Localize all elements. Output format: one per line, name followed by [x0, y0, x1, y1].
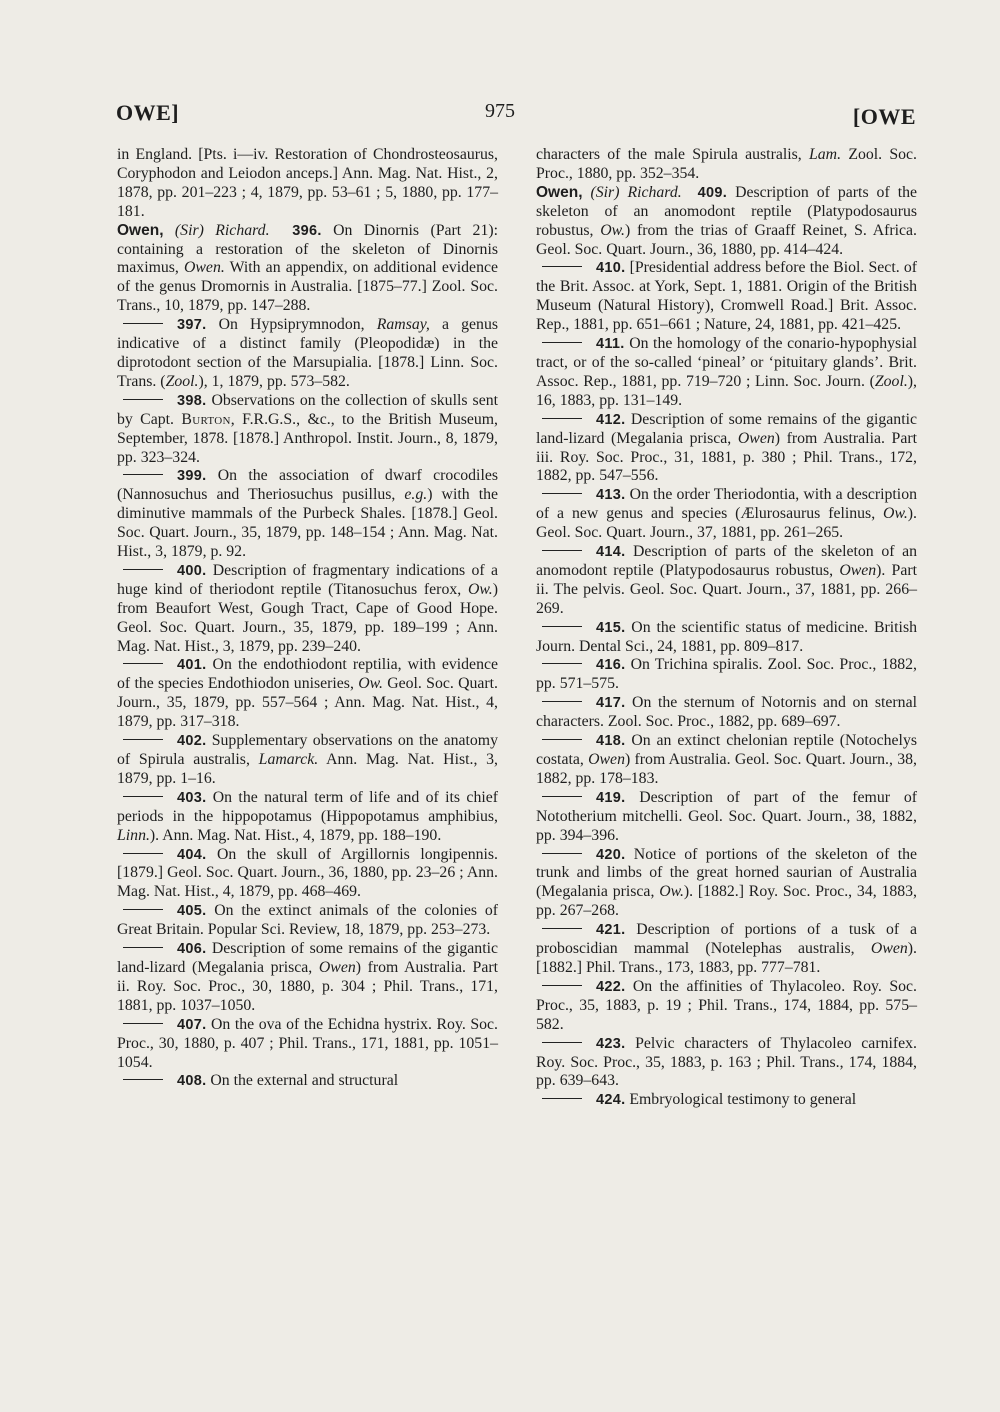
entry-405: 405. On the extinct animals of the colonies of Great Britain. Popular Sci. Review, 18, 1879, pp. 253–273. — [117, 902, 498, 939]
entry-number: 396. — [292, 222, 322, 239]
entry-398: 398. Observations on the collection of skulls sent by Capt. Burton, F.R.G.S., &c., to the British Museum, September, 1878. [1878.] Anthropol. Instit. Journ., 8, 1879, pp. 323–324. — [117, 391, 499, 466]
entry-409: Owen, (Sir) Richard. 409. Description of parts of the skeleton of an anomodont reptile (Platypodosaurus robustus, Ow.) from the trias of Graaff Reinet, S. Africa. Geol. Soc. Quart. Journ., 36, 1880, pp. 414–424. — [536, 183, 918, 258]
entry-continuation: characters of the male Spirula australis, Lam. Zool. Soc. Proc., 1880, pp. 352–354. — [536, 146, 918, 182]
entry-397: 397. On Hypsiprymnodon, Ramsay, a genus indicative of a distinct family (Pleopodidæ) in the diprotodont section of the Marsupialia. [1878.] Linn. Soc. Trans. (Zool.), 1, 1879, pp. 573–582. — [117, 316, 499, 390]
entry-406: 406. Description of some remains of the gigantic land-lizard (Megalania prisca, Owen) from Australia. Part ii. Roy. Soc. Proc., 30, 1880, p. 304 ; Phil. Trans., 171, 1881, pp. 1037–1050. — [117, 940, 498, 1014]
left-column — [117, 146, 498, 1091]
header-right: [OWE — [852, 104, 916, 129]
entry-416: 416. On Trichina spiralis. Zool. Soc. Proc., 1882, pp. 571–575. — [536, 656, 917, 693]
entry-411: 411. On the homology of the conario-hypophysial tract, or of the so-called ‘pineal’ or ‘pituitary glands’. Brit. Assoc. Rep., 1881, pp. 719–720 ; Linn. Soc. Journ. (Zool.), 16, 1883, pp. 131–149. — [536, 335, 917, 409]
entry-403: 403. On the natural term of life and of its chief periods in the hippopotamus (Hippopotamus amphibius, Linn.). Ann. Mag. Nat. Hist., 4, 1879, pp. 188–190. — [117, 788, 498, 844]
entry-418: 418. On an extinct chelonian reptile (Notochelys costata, Owen) from Australia. Geol. Soc. Quart. Journ., 38, 1882, pp. 178–183. — [536, 732, 917, 787]
running-header — [0, 100, 1000, 140]
author-name: Owen, — [117, 221, 164, 239]
entry-399: 399. On the association of dwarf crocodiles (Nannosuchus and Theriosuchus pusillus, e.g.) with the diminutive mammals of the Purbeck Shales. [1878.] Geol. Soc. Quart. Journ., 35, 1879, pp. 148–154 ; Ann. Mag. Nat. Hist., 3, 1879, p. 92. — [117, 467, 499, 561]
right-column — [536, 146, 917, 1110]
entry-420: 420. Notice of portions of the skeleton of the trunk and limbs of the great horned saurian of Australia (Megalania prisca, Ow.). [1882.] Roy. Soc. Proc., 34, 1883, pp. 267–268. — [536, 845, 917, 920]
entry-396: Owen, (Sir) Richard. 396. On Dinornis (Part 21): containing a restoration of the skeleton of Dinornis maximus, Owen. With an appendix, on additional evidence of the genus Dromornis in Australia. [1875–77.] Zool. Soc. Trans., 10, 1879, pp. 147–288. — [117, 221, 498, 315]
entry-423: 423. Pelvic characters of Thylacoleo carnifex. Roy. Soc. Proc., 35, 1883, p. 163 ; Phil. Trans., 174, 1884, pp. 639–643. — [536, 1034, 917, 1090]
entry-419: 419. Description of part of the femur of Nototherium mitchelli. Geol. Soc. Quart. Journ., 38, 1882, pp. 394–396. — [536, 788, 917, 844]
entry-422: 422. On the affinities of Thylacoleo. Roy. Soc. Proc., 35, 1883, p. 19 ; Phil. Trans., 174, 1884, pp. 575–582. — [536, 977, 917, 1033]
entry-407: 407. On the ova of the Echidna hystrix. Roy. Soc. Proc., 30, 1880, p. 407 ; Phil. Trans., 171, 1881, pp. 1051–1054. — [117, 1015, 498, 1071]
entry-404: 404. On the skull of Argillornis longipennis. [1879.] Geol. Soc. Quart. Journ., 36, 1880, pp. 23–26 ; Ann. Mag. Nat. Hist., 4, 1879, pp. 468–469. — [117, 845, 498, 901]
entry-413: 413. On the order Theriodontia, with a description of a new genus and species (Ælurosaurus felinus, Ow.). Geol. Soc. Quart. Journ., 37, 1881, pp. 261–265. — [536, 486, 917, 542]
author-name: Owen, — [536, 183, 583, 201]
entry-401: 401. On the endothiodont reptilia, with evidence of the species Endothiodon uniseries, Ow. Geol. Soc. Quart. Journ., 35, 1879, pp. 557–564 ; Ann. Mag. Nat. Hist., 4, 1879, pp. 317–318. — [117, 656, 498, 731]
entry-408: 408. On the external and structural — [117, 1072, 498, 1091]
entry-414: 414. Description of parts of the skeleton of an anomodont reptile (Platypodosaurus robustus, Owen). Part ii. The pelvis. Geol. Soc. Quart. Journ., 37, 1881, pp. 266–269. — [536, 543, 918, 617]
entry-412: 412. Description of some remains of the gigantic land-lizard (Megalania prisca, Owen) from Australia. Part iii. Roy. Soc. Proc., 31, 1881, p. 380 ; Phil. Trans., 172, 1882, pp. 547–556. — [536, 410, 917, 485]
entry-402: 402. Supplementary observations on the anatomy of Spirula australis, Lamarck. Ann. Mag. Nat. Hist., 3, 1879, pp. 1–16. — [117, 732, 498, 787]
header-left: OWE] — [116, 100, 180, 125]
page-number: 975 — [485, 100, 515, 122]
entry-424: 424. Embryological testimony to general — [536, 1091, 917, 1110]
entry-400: 400. Description of fragmentary indications of a huge kind of theriodont reptile (Titanosuchus ferox, Ow.) from Beaufort West, Gough Tract, Cape of Good Hope. Geol. Soc. Quart. Journ., 35, 1879, pp. 189–199 ; Ann. Mag. Nat. Hist., 3, 1879, pp. 239–240. — [117, 561, 498, 655]
entry-417: 417. On the sternum of Notornis and on sternal characters. Zool. Soc. Proc., 1882, pp. 689–697. — [536, 694, 917, 731]
entry-continuation: in England. [Pts. i—iv. Restoration of Chondrosteosaurus, Coryphodon and Leiodon anceps.] Ann. Mag. Nat. Hist., 2, 1878, pp. 201–223 ; 4, 1879, pp. 53–61 ; 5, 1880, pp. 177–181. — [117, 146, 498, 220]
entry-415: 415. On the scientific status of medicine. British Journ. Dental Sci., 24, 1881, pp. 809–817. — [536, 618, 917, 655]
entry-421: 421. Description of portions of a tusk of a proboscidian mammal (Notelephas australis, Owen). [1882.] Phil. Trans., 173, 1883, pp. 777–781. — [536, 921, 917, 976]
entry-410: 410. [Presidential address before the Biol. Sect. of the Brit. Assoc. at York, Sept. 1, 1881. Origin of the British Museum (Natural History), Cromwell Road.] Brit. Assoc. Rep., 1881, pp. 651–661 ; Nature, 24, 1881, pp. 421–425. — [536, 259, 917, 334]
